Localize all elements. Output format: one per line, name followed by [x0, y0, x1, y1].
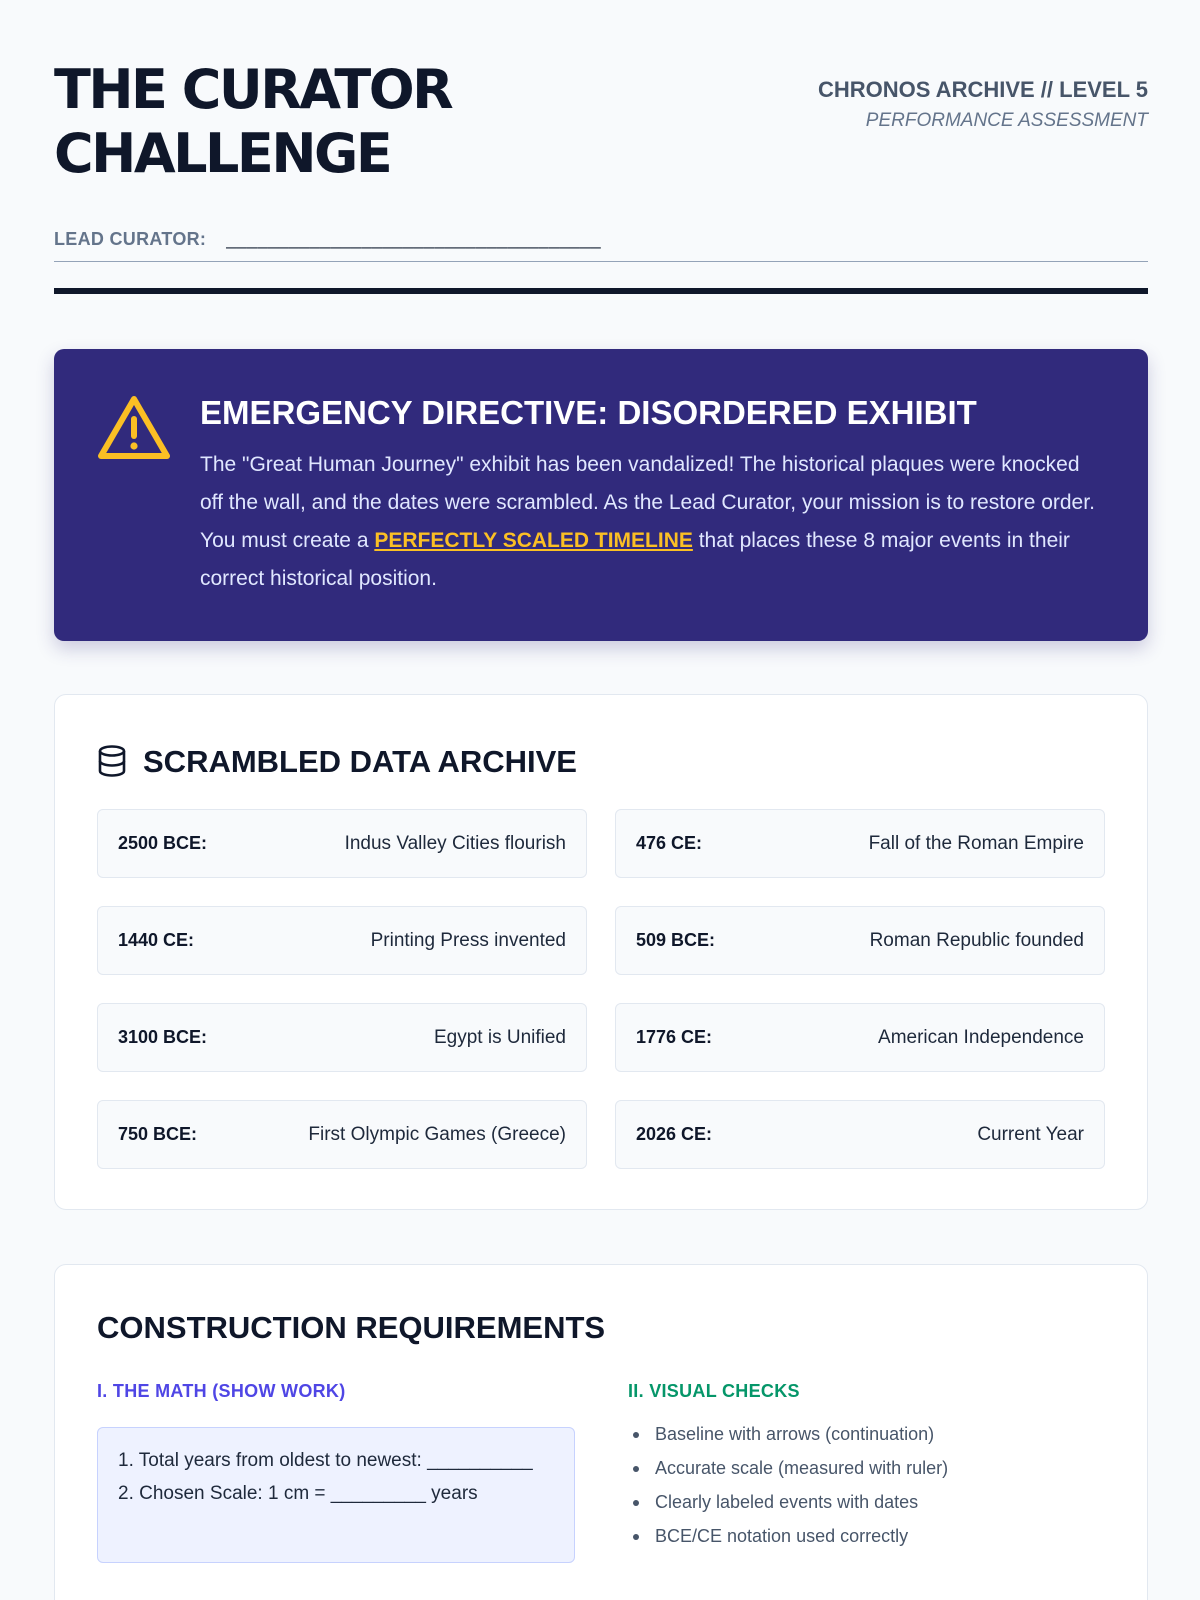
event-date: 1776 CE:	[636, 1027, 713, 1047]
page-title-line-2: CHALLENGE	[54, 122, 391, 185]
page-title-line-1: THE CURATOR	[54, 58, 452, 121]
event-name: Indus Valley Cities flourish	[344, 832, 566, 854]
worksheet-page	[54, 0, 1148, 1546]
event-grid	[97, 809, 1105, 1169]
directive-text-intro: The "Great Human Journey" exhibit has been vandalized! The historical plaques were knocked off the wall, and the dates were scrambled. As the Lead Curator, your mission is to restore order. You must create a	[200, 453, 1095, 552]
lead-curator-blank[interactable]: ____________________________________	[226, 229, 602, 249]
assessment-label: PERFORMANCE ASSESSMENT	[865, 110, 1148, 131]
lead-curator-field[interactable]	[54, 218, 1148, 262]
construction-requirements-card	[54, 1264, 1148, 1600]
event-name: Printing Press invented	[370, 929, 566, 951]
math-heading: I. THE MATH (SHOW WORK)	[97, 1381, 346, 1401]
lead-curator-label: LEAD CURATOR:	[54, 229, 207, 249]
requirements-title: CONSTRUCTION REQUIREMENTS	[97, 1310, 606, 1345]
database-icon	[97, 745, 127, 777]
event-card	[97, 809, 587, 878]
event-date: 509 BCE:	[636, 930, 716, 950]
page-header	[54, 0, 1148, 290]
event-date: 1440 CE:	[118, 930, 195, 950]
event-card	[615, 809, 1105, 878]
archive-title: SCRAMBLED DATA ARCHIVE	[143, 744, 577, 779]
directive-title: EMERGENCY DIRECTIVE: DISORDERED EXHIBIT	[200, 394, 977, 431]
archive-level-label: CHRONOS ARCHIVE // LEVEL 5	[817, 77, 1148, 102]
event-name: Roman Republic founded	[869, 929, 1084, 951]
emergency-directive-banner	[54, 349, 1148, 641]
archive-meta	[788, 74, 1148, 136]
event-card	[615, 1003, 1105, 1072]
event-card	[615, 1100, 1105, 1169]
event-date: 2500 BCE:	[118, 833, 208, 853]
page-title	[54, 58, 614, 186]
event-name: Current Year	[977, 1123, 1084, 1145]
list-item: Baseline with arrows (continuation)	[628, 1417, 1108, 1451]
list-item: BCE/CE notation used correctly	[628, 1519, 1108, 1553]
list-item: Clearly labeled events with dates	[628, 1485, 1108, 1519]
event-card	[97, 1003, 587, 1072]
warning-triangle-icon	[96, 393, 172, 463]
directive-text-outro: that places these 8 major events in their correct historical position.	[200, 529, 1070, 590]
event-date: 3100 BCE:	[118, 1027, 208, 1047]
list-item: Accurate scale (measured with ruler)	[628, 1451, 1108, 1485]
visual-checks-list	[628, 1417, 1108, 1553]
directive-text	[200, 446, 1100, 598]
event-name: First Olympic Games (Greece)	[308, 1123, 566, 1145]
math-work-box[interactable]	[97, 1427, 575, 1563]
event-card	[97, 906, 587, 975]
event-date: 750 BCE:	[118, 1124, 198, 1144]
directive-highlight: PERFECTLY SCALED TIMELINE	[374, 529, 693, 552]
scrambled-data-archive-card	[54, 694, 1148, 1210]
event-name: Fall of the Roman Empire	[868, 832, 1084, 854]
visual-checks-heading: II. VISUAL CHECKS	[628, 1381, 800, 1401]
header-divider	[54, 288, 1148, 294]
event-card	[97, 1100, 587, 1169]
event-name: Egypt is Unified	[433, 1026, 566, 1048]
math-line-scale: 2. Chosen Scale: 1 cm = _________ years	[118, 1483, 478, 1504]
math-line-total-years: 1. Total years from oldest to newest: __________	[118, 1450, 533, 1471]
event-date: 476 CE:	[636, 833, 703, 853]
event-card	[615, 906, 1105, 975]
event-name: American Independence	[878, 1026, 1084, 1048]
event-date: 2026 CE:	[636, 1124, 713, 1144]
